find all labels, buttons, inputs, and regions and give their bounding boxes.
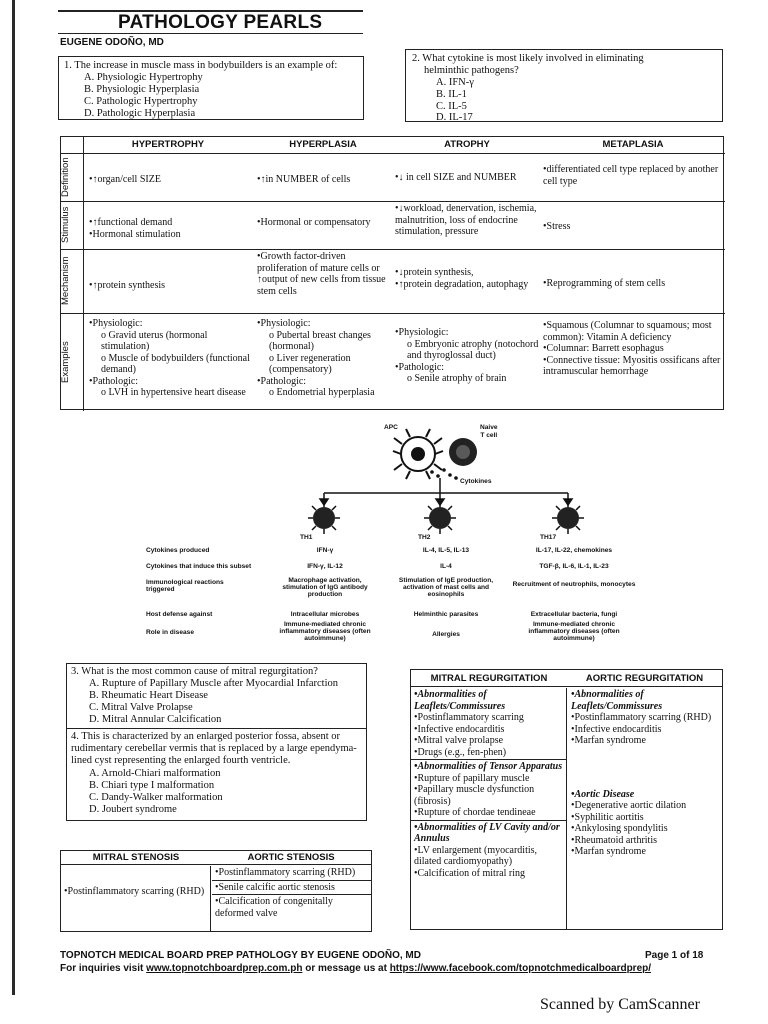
header-aortic-stenosis: AORTIC STENOSIS — [247, 852, 335, 863]
header-mitral-regurgitation: MITRAL REGURGITATION — [430, 673, 548, 684]
stenosis-header-row — [61, 851, 371, 865]
mechanism-hyperplasia — [257, 251, 391, 297]
group-heading: • Abnormalities of Leaflets/Commissures — [571, 689, 719, 712]
stimulus-metaplasia — [543, 221, 723, 233]
row-divider — [61, 153, 725, 154]
th2-label: TH2 — [418, 534, 431, 541]
mechanism-atrophy — [395, 267, 540, 290]
row-label-mechanism: Mechanism — [60, 256, 71, 306]
row-label-examples: Examples — [60, 341, 71, 383]
list-item: • ↑protein degradation, autophagy — [395, 279, 540, 291]
stimulus-atrophy — [395, 203, 540, 238]
sub-item-text: Liver regeneration (compensatory) — [269, 352, 351, 375]
sub-item: o Embryonic atrophy (notochord and thyroglossal duct) — [407, 338, 539, 361]
question-2-text: 2. What cytokine is most likely involved in eliminating — [412, 53, 644, 64]
facebook-link[interactable]: https://www.facebook.com/topnotchmedicalboardprep/ — [389, 963, 652, 974]
question-2-box — [405, 49, 723, 122]
page-title: PATHOLOGY PEARLS — [118, 12, 323, 33]
list-item: • LV enlargement (myocarditis, dilated cardiomyopathy) — [414, 845, 563, 868]
question-3-options — [71, 678, 362, 726]
question-1-box — [58, 56, 364, 120]
th2-cytokines: IL-4, IL-5, IL-13 — [422, 547, 470, 554]
list-item: • Hormonal stimulation — [89, 229, 249, 241]
option: A. Rupture of Papillary Muscle after Myocardial Infarction — [89, 678, 339, 690]
th17-inducers: TGF-β, IL-6, IL-1, IL-23 — [539, 563, 609, 570]
examples-hyperplasia — [257, 318, 391, 399]
mitral-regurg-group-3 — [411, 820, 566, 881]
th1-cell-icon — [308, 502, 340, 534]
naive-t-cell-icon — [449, 438, 477, 466]
list-item: • Mitral valve prolapse — [414, 735, 563, 747]
apc-label: APC — [384, 424, 398, 431]
diagram-row-label: Cytokines that induce this subset — [146, 563, 252, 570]
sub-item-text: Endometrial hyperplasia — [276, 387, 375, 398]
list-item: • Physiologic: — [89, 318, 251, 330]
list-item: • Postinflammatory scarring — [414, 712, 563, 724]
title-rule-bottom — [58, 33, 363, 34]
option: B. Rheumatic Heart Disease — [89, 690, 208, 702]
sub-item: o Muscle of bodybuilders (functional demand) — [101, 352, 250, 375]
sub-item: o Endometrial hyperplasia — [269, 387, 375, 398]
list-item: • Squamous (Columnar to squamous; most common): Vitamin A deficiency — [543, 320, 723, 343]
th2-inducers: IL-4 — [440, 563, 452, 570]
sub-item-text: LVH in hypertensive heart disease — [108, 387, 246, 398]
list-item: • Stress — [543, 221, 723, 233]
diagram-row-label: Host defense against — [146, 611, 213, 618]
th-diagram-graphics — [0, 420, 768, 660]
list-item: • ↓protein synthesis, — [395, 267, 540, 279]
option: B. IL-1 — [436, 88, 467, 100]
branch-arrows — [320, 478, 572, 505]
list-item: • Postinflammatory scarring (RHD) — [212, 866, 371, 881]
question-1-options — [64, 72, 358, 120]
list-item: • Marfan syndrome — [571, 846, 719, 858]
th-subset-diagram — [0, 420, 768, 660]
cytokines-label: Cytokines — [460, 478, 492, 485]
stimulus-hypertrophy — [89, 217, 249, 240]
th1-cytokines: IFN-γ — [316, 547, 334, 554]
list-item: • Papillary muscle dysfunction (fibrosis) — [414, 784, 563, 807]
page-number: Page 1 of 18 — [645, 950, 704, 961]
th17-defense: Extracellular bacteria, fungi — [530, 611, 618, 618]
question-4-options — [71, 768, 362, 816]
mechanism-hypertrophy — [89, 280, 249, 292]
list-item: • Infective endocarditis — [571, 724, 719, 736]
stenosis-table — [60, 850, 372, 932]
sub-item: o Liver regeneration (compensatory) — [269, 352, 351, 375]
list-item: • Senile calcific aortic stenosis — [212, 881, 371, 896]
sub-item-text: Embryonic atrophy (notochord and thyroglossal duct) — [407, 338, 539, 361]
website-link[interactable]: www.topnotchboardprep.com.ph — [146, 963, 303, 974]
group-heading: • Abnormalities of Tensor Apparatus — [414, 761, 563, 773]
list-item: • Pathologic: — [395, 362, 540, 374]
option: B. Physiologic Hyperplasia — [84, 84, 200, 96]
header-metaplasia: METAPLASIA — [602, 139, 664, 150]
question-3 — [67, 664, 366, 729]
footer-credit: TOPNOTCH MEDICAL BOARD PREP PATHOLOGY BY EUGENE ODOÑO, MD — [60, 950, 421, 961]
list-item: • Physiologic: — [395, 327, 540, 339]
group-heading: • Abnormalities of Leaflets/Commissures — [414, 689, 563, 712]
list-item: • Pathologic: — [89, 376, 251, 388]
list-item: • Degenerative aortic dilation — [571, 800, 719, 812]
option: A. IFN-γ — [436, 77, 474, 89]
row-divider — [61, 313, 725, 314]
sub-item-text: Senile atrophy of brain — [414, 373, 507, 384]
list-item: • Hormonal or compensatory — [257, 217, 387, 229]
footer-text: or message us at — [302, 963, 390, 974]
list-item: • Rupture of papillary muscle — [414, 773, 563, 785]
th2-disease: Allergies — [432, 631, 460, 638]
aortic-regurg-column — [568, 688, 722, 930]
sub-item: o Gravid uterus (hormonal stimulation) — [101, 329, 208, 352]
header-hypertrophy: HYPERTROPHY — [131, 139, 205, 150]
option: D. IL-17 — [436, 112, 473, 124]
list-item: • Syphilitic aortitis — [571, 812, 719, 824]
list-item: • ↑functional demand — [89, 217, 249, 229]
list-item: • Pathologic: — [257, 376, 391, 388]
option: D. Mitral Annular Calcification — [89, 714, 222, 726]
th1-disease: Immune-mediated chronic inflammatory diseases (often autoimmune) — [279, 621, 371, 642]
sub-item-text: Muscle of bodybuilders (functional demand) — [101, 352, 250, 375]
list-item: • Ankylosing spondylitis — [571, 823, 719, 835]
list-item: • Infective endocarditis — [414, 724, 563, 736]
apc-cell-icon — [393, 429, 443, 479]
mechanism-metaplasia — [543, 278, 723, 290]
th2-defense: Helminthic parasites — [413, 611, 479, 618]
option: C. Dandy-Walker malformation — [89, 791, 223, 803]
th2-cell-icon — [424, 502, 456, 534]
diagram-row-label: Role in disease — [146, 629, 195, 636]
list-item: • Columnar: Barrett esophagus — [543, 343, 723, 355]
list-item: • Physiologic: — [257, 318, 391, 330]
questions-3-4-box — [66, 663, 367, 821]
definition-hypertrophy: • ↑organ/cell SIZE — [89, 174, 249, 186]
list-item: • Postinflammatory scarring (RHD) — [64, 886, 207, 898]
th1-inducers: IFN-γ, IL-12 — [307, 563, 343, 570]
th1-label: TH1 — [300, 534, 313, 541]
col-divider — [83, 137, 84, 411]
sub-item: o Pubertal breast changes (hormonal) — [269, 329, 371, 352]
regurgitation-table — [410, 669, 723, 930]
scanner-watermark: Scanned by CamScanner — [540, 996, 700, 1013]
list-item: • Postinflammatory scarring (RHD) — [571, 712, 719, 724]
row-label-definition: Definition — [60, 157, 71, 197]
diagram-row-label: Cytokines produced — [146, 547, 210, 554]
th17-cytokines: IL-17, IL-22, chemokines — [535, 547, 613, 554]
adaptations-table — [60, 136, 724, 410]
mitral-regurg-column — [411, 688, 567, 930]
option: D. Joubert syndrome — [89, 803, 177, 815]
question-4-text: 4. This is characterized by an enlarged posterior fossa, absent or rudimentary cerebellar vermis that is replaced by a large ependyma-lined cyst representing the enlarged fourth ventricle. — [71, 731, 357, 767]
question-4 — [67, 729, 366, 817]
examples-hypertrophy — [89, 318, 251, 399]
question-2-options — [412, 77, 716, 124]
cytokine-dots — [430, 468, 458, 480]
sub-item-text: Pubertal breast changes (hormonal) — [269, 329, 371, 352]
sub-item-text: Gravid uterus (hormonal stimulation) — [101, 329, 208, 352]
list-item: • Marfan syndrome — [571, 735, 719, 747]
th1-defense: Intracellular microbes — [290, 611, 360, 618]
list-item: • Connective tissue: Myositis ossificans after intramuscular hemorrhage — [543, 355, 723, 378]
header-aortic-regurgitation: AORTIC REGURGITATION — [585, 673, 704, 684]
header-atrophy: ATROPHY — [444, 139, 490, 150]
option: D. Pathologic Hyperplasia — [84, 108, 196, 120]
list-item: • Calcification of mitral ring — [414, 868, 563, 880]
option: A. Physiologic Hypertrophy — [84, 72, 203, 84]
group-heading: • Abnormalities of LV Cavity and/or Annulus — [414, 822, 563, 845]
definition-metaplasia: • differentiated cell type replaced by another cell type — [543, 164, 723, 187]
footer-text: For inquiries visit — [60, 963, 147, 974]
stimulus-hyperplasia — [257, 217, 387, 229]
aortic-regurg-group-2 — [568, 788, 722, 859]
option: C. Pathologic Hypertrophy — [84, 96, 198, 108]
th17-disease: Immune-mediated chronic inflammatory diseases (often autoimmune) — [528, 621, 620, 642]
mitral-regurg-group-2 — [411, 759, 566, 820]
footer-inquiries — [60, 963, 651, 975]
row-divider — [61, 201, 725, 202]
aortic-regurg-group-1 — [568, 688, 722, 748]
question-1-text: 1. The increase in muscle mass in bodybuilders is an example of: — [64, 60, 338, 71]
option: C. Mitral Valve Prolapse — [89, 702, 193, 714]
regurg-header-row — [411, 670, 722, 687]
list-item: • Rupture of chordae tendineae — [414, 807, 563, 819]
row-divider — [61, 249, 725, 250]
question-2-text-cont: helminthic pathogens? — [424, 65, 519, 77]
list-item: • ↓workload, denervation, ischemia, malnutrition, loss of endocrine stimulation, pressure — [395, 203, 540, 238]
th17-label: TH17 — [540, 534, 557, 541]
header-hyperplasia: HYPERPLASIA — [289, 139, 357, 150]
th2-reactions: Stimulation of IgE production, activation of mast cells and eosinophils — [398, 577, 494, 598]
sub-item: o LVH in hypertensive heart disease — [101, 387, 246, 398]
list-item: • Rheumatoid arthritis — [571, 835, 719, 847]
examples-metaplasia — [543, 320, 723, 378]
examples-atrophy — [395, 327, 540, 385]
th1-reactions: Macrophage activation, stimulation of IgG antibody production — [282, 577, 368, 598]
list-item: • ↑protein synthesis — [89, 280, 249, 292]
sub-item: o Senile atrophy of brain — [407, 373, 507, 384]
th17-cell-icon — [552, 502, 584, 534]
mitral-stenosis-column — [61, 866, 211, 932]
diagram-row-label: Immunological reactions triggered — [146, 579, 224, 593]
group-heading: • Aortic Disease — [571, 789, 719, 801]
header-mitral-stenosis: MITRAL STENOSIS — [92, 852, 180, 863]
definition-atrophy: • ↓ in cell SIZE and NUMBER — [395, 172, 540, 184]
list-item: • Drugs (e.g., fen-phen) — [414, 747, 563, 759]
definition-hyperplasia: • ↑in NUMBER of cells — [257, 174, 392, 186]
list-item: • Growth factor-driven proliferation of mature cells or ↑output of new cells from tissue stem cells — [257, 251, 391, 297]
row-label-stimulus: Stimulus — [60, 206, 71, 244]
author: EUGENE ODOÑO, MD — [60, 37, 164, 48]
question-3-text: 3. What is the most common cause of mitral regurgitation? — [71, 666, 318, 677]
option: A. Arnold-Chiari malformation — [89, 767, 221, 779]
mitral-regurg-group-1 — [411, 688, 566, 759]
list-item: • Calcification of congenitally deformed valve — [212, 895, 371, 920]
option: B. Chiari type I malformation — [89, 779, 215, 791]
list-item: • Reprogramming of stem cells — [543, 278, 723, 290]
th17-reactions: Recruitment of neutrophils, monocytes — [512, 581, 636, 588]
option: C. IL-5 — [436, 100, 467, 112]
naive-t-cell-label: Naive T cell — [480, 424, 498, 439]
aortic-stenosis-column — [212, 866, 371, 932]
